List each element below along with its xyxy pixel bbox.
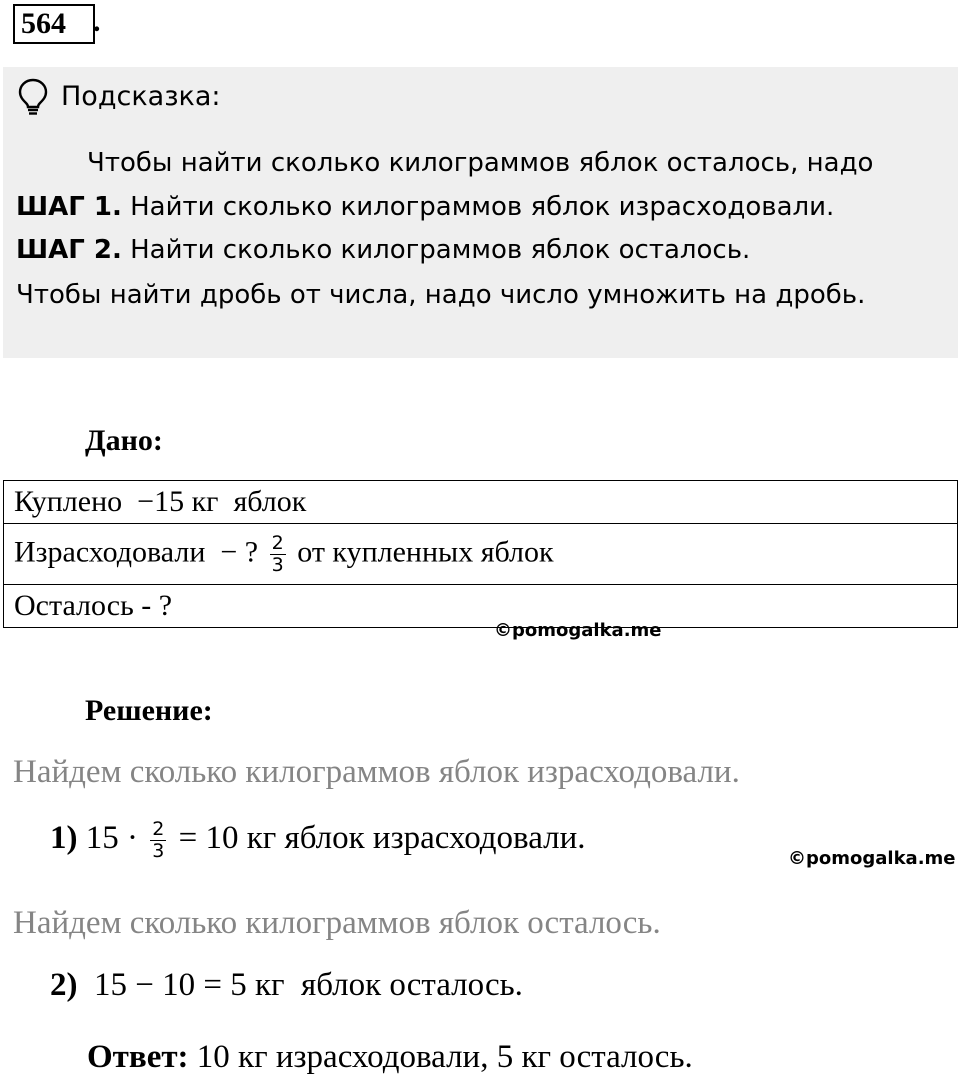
step-1-lhs: 15 ·	[77, 820, 147, 856]
task-number-dot: .	[93, 5, 101, 38]
step-1-label: 1)	[50, 820, 78, 856]
given-title: Дано:	[85, 424, 163, 457]
given-row-spent	[4, 524, 958, 585]
hint-step-2	[16, 229, 750, 271]
hint-title: Подсказка:	[61, 81, 221, 112]
given-bought-cell: Куплено −15 кг яблок	[4, 481, 958, 524]
hint-intro: Чтобы найти сколько килограммов яблок осталось, надо	[87, 148, 874, 178]
given-spent-prefix: Израсходовали − ?	[14, 534, 266, 568]
hint-step-2-label: ШАГ 2.	[16, 235, 122, 265]
given-left-cell: Осталось - ?	[4, 585, 958, 628]
fraction-numerator: 2	[152, 817, 165, 840]
solution-step-2	[50, 963, 523, 1007]
solution-step-1	[50, 816, 586, 862]
fraction-two-thirds	[150, 819, 166, 862]
task-number-text: 564	[21, 7, 66, 40]
lightbulb-icon	[17, 78, 49, 116]
hint-step-1	[16, 186, 834, 228]
given-spent-suffix: от купленных яблок	[289, 534, 554, 568]
given-row-left	[4, 585, 958, 628]
answer-label: Ответ:	[87, 1039, 189, 1075]
step-2-text: 15 − 10 = 5 кг яблок осталось.	[77, 967, 523, 1003]
watermark: ©pomogalka.me	[494, 620, 662, 641]
solution-explain-2: Найдем сколько килограммов яблок осталось.	[13, 905, 661, 941]
hint-step-1-label: ШАГ 1.	[16, 192, 122, 222]
given-table	[3, 480, 958, 628]
answer-text: 10 кг израсходовали, 5 кг осталось.	[188, 1039, 693, 1075]
fraction-two-thirds	[270, 533, 286, 576]
solution-title: Решение:	[85, 694, 213, 727]
step-2-label: 2)	[50, 967, 78, 1003]
hint-step-2-text: Найти сколько килограммов яблок осталось.	[121, 235, 751, 265]
step-1-rhs: = 10 кг яблок израсходовали.	[170, 820, 586, 856]
given-spent-cell	[4, 524, 958, 585]
hint-step-1-text: Найти сколько килограммов яблок израсходовали.	[121, 192, 835, 222]
hint-rule: Чтобы найти дробь от числа, надо число умножить на дробь.	[16, 280, 866, 310]
task-number	[13, 4, 95, 44]
solution-explain-1: Найдем сколько килограммов яблок израсходовали.	[13, 754, 740, 790]
watermark: ©pomogalka.me	[788, 848, 956, 869]
fraction-numerator: 2	[271, 531, 284, 554]
fraction-denominator: 3	[271, 553, 284, 576]
given-row-bought	[4, 481, 958, 524]
answer-line	[87, 1037, 693, 1077]
fraction-denominator: 3	[152, 839, 165, 862]
